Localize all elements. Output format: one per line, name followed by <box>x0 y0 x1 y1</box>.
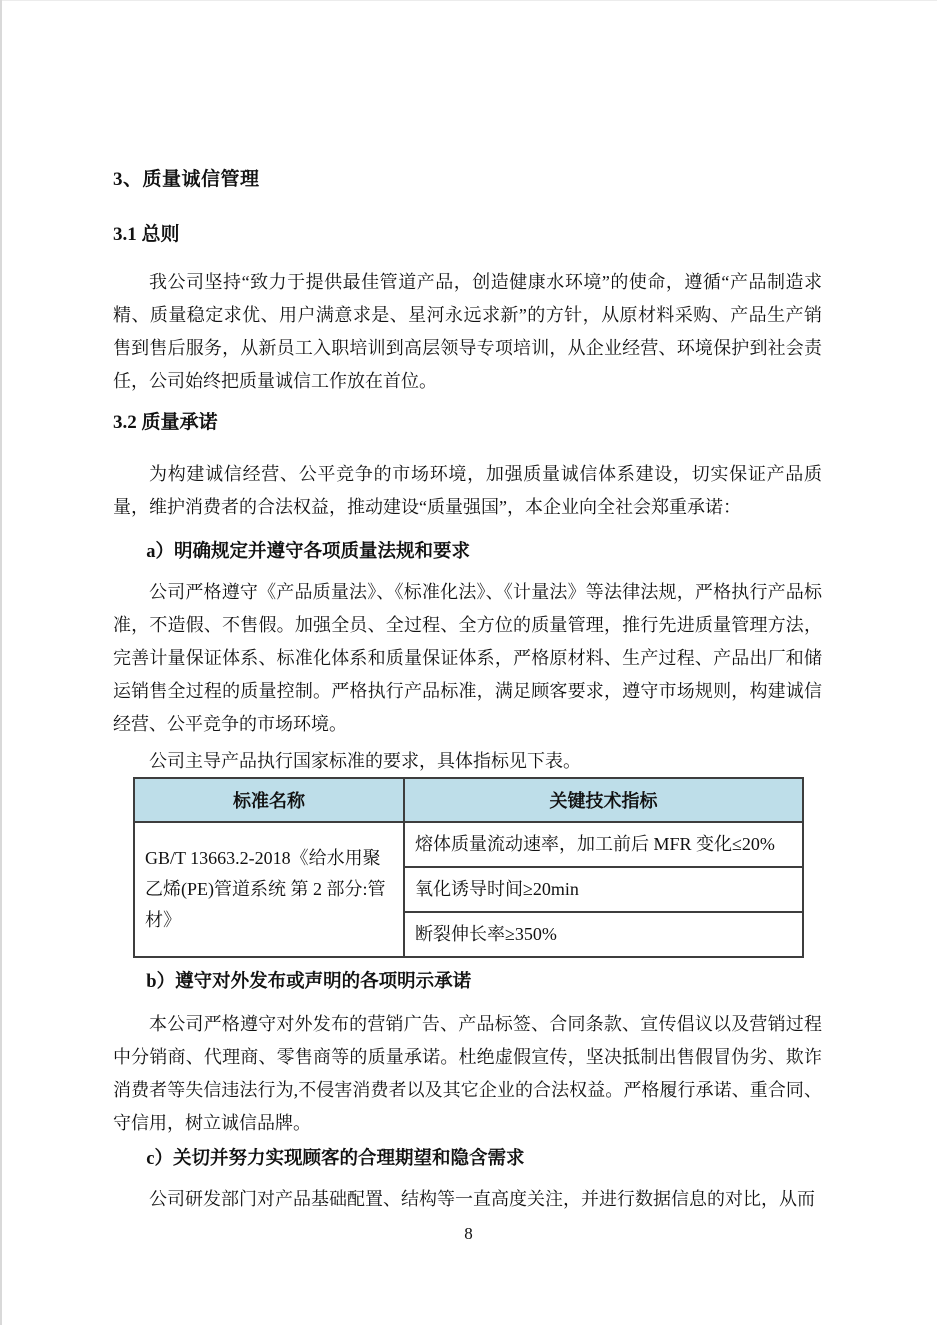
paragraph-item-b: 本公司严格遵守对外发布的营销广告、产品标签、合同条款、宣传倡议以及营销过程中分销商、代理商、零售商等的质量承诺。杜绝虚假宣传，坚决抵制出售假冒伪劣、欺诈消费者等失信违法行为,不侵害消费者以及其它企业的合法权益。严格履行承诺、重合同、守信用，树立诚信品牌。 <box>113 1014 822 1133</box>
subsection-3-2-heading: 3.2 质量承诺 <box>113 412 218 433</box>
page-number: 8 <box>464 1224 473 1243</box>
item-b-heading: b）遵守对外发布或声明的各项明示承诺 <box>146 972 472 992</box>
paragraph-commitment-intro: 为构建诚信经营、公平竞争的市场环境，加强质量诚信体系建设，切实保证产品质量，维护消费者的合法权益，推动建设“质量强国”，本企业向全社会郑重承诺： <box>113 464 822 517</box>
paragraph-item-c: 公司研发部门对产品基础配置、结构等一直高度关注，并进行数据信息的对比，从而 <box>149 1189 815 1209</box>
table-header-standard-name: 标准名称 <box>134 778 404 822</box>
standards-table <box>133 777 804 958</box>
cell-indicator-oxidation: 氧化诱导时间≥20min <box>404 867 803 912</box>
table-row <box>134 822 803 867</box>
paragraph-item-a: 公司严格遵守《产品质量法》、《标准化法》、《计量法》等法律法规，严格执行产品标准，不造假、不售假。加强全员、全过程、全方位的质量管理，推行先进质量管理方法，完善计量保证体系、标准化体系和质量保证体系，严格原材料、生产过程、产品出厂和储运销售全过程的质量控制。严格执行产品标准，满足顾客要求，遵守市场规则，构建诚信经营、公平竞争的市场环境。 <box>113 582 822 734</box>
item-a-heading: a）明确规定并遵守各项质量法规和要求 <box>146 542 471 562</box>
cell-indicator-elongation: 断裂伸长率≥350% <box>404 912 803 957</box>
cell-standard-name: GB/T 13663.2-2018《给水用聚乙烯(PE)管道系统 第 2 部分:管材》 <box>134 822 404 957</box>
paragraph-table-lead-in: 公司主导产品执行国家标准的要求，具体指标见下表。 <box>149 751 581 771</box>
table-header-row <box>134 778 803 822</box>
section-heading: 3、质量诚信管理 <box>113 169 260 190</box>
standards-table-container <box>133 777 804 958</box>
item-c-heading: c）关切并努力实现顾客的合理期望和隐含需求 <box>146 1149 525 1169</box>
table-header-key-indicators: 关键技术指标 <box>404 778 803 822</box>
cell-indicator-mfr: 熔体质量流动速率，加工前后 MFR 变化≤20% <box>404 822 803 867</box>
paragraph-mission: 我公司坚持“致力于提供最佳管道产品，创造健康水环境”的使命，遵循“产品制造求精、质量稳定求优、用户满意求是、星河永远求新”的方针，从原材料采购、产品生产销售到售后服务，从新员工入职培训到高层领导专项培训，从企业经营、环境保护到社会责任，公司始终把质量诚信工作放在首位。 <box>113 272 822 391</box>
subsection-3-1-heading: 3.1 总则 <box>113 224 180 245</box>
